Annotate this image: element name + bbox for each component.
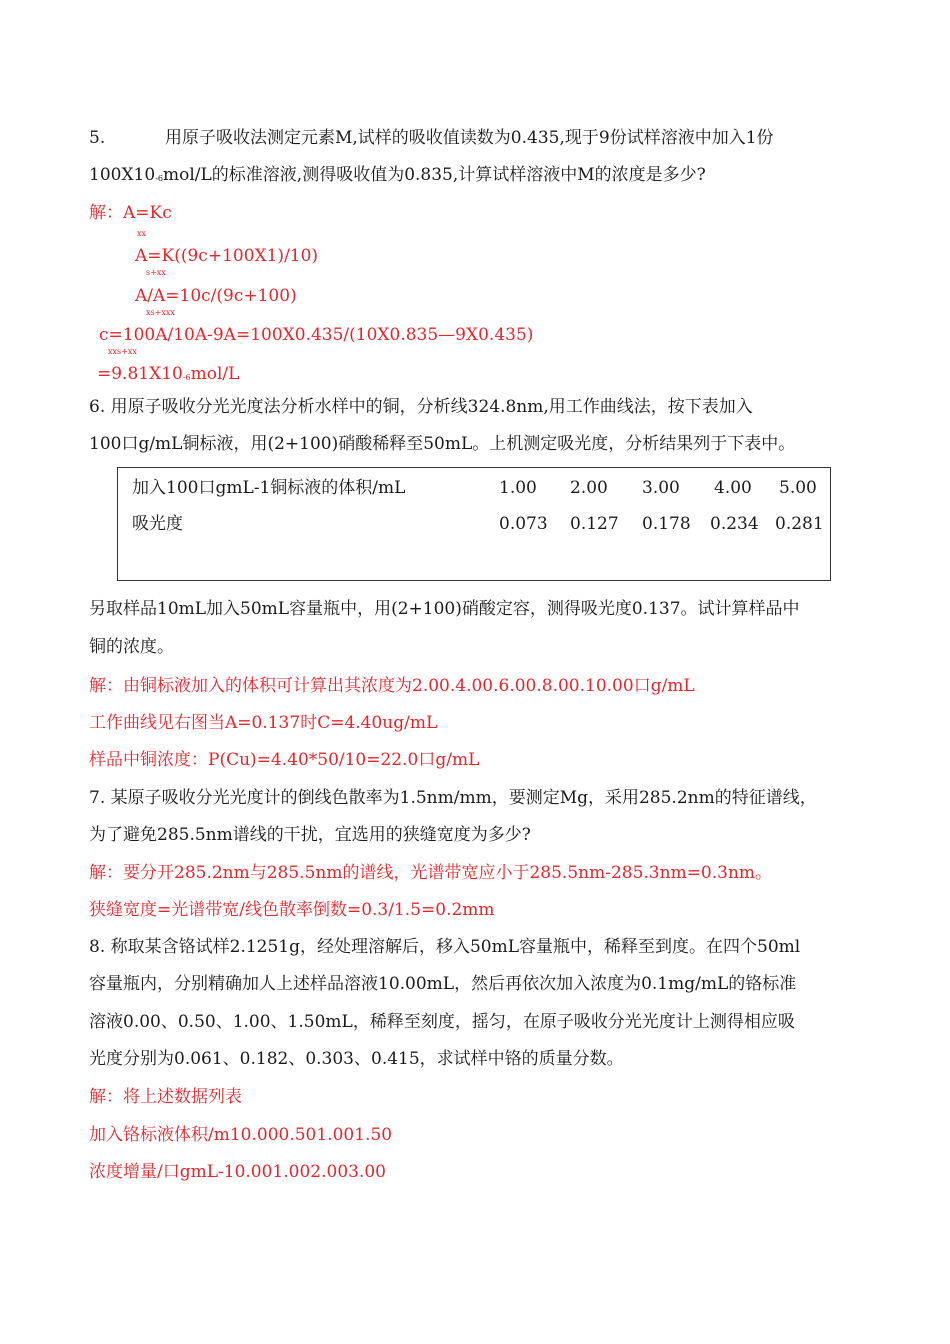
q5-text-line1: 用原子吸收法测定元素M,试样的吸收值读数为0.435,现于9份试样溶液中加入1份 [165,128,774,148]
table-row1-value: 5.00 [779,478,817,498]
q5-solution-line5: =9.81X10-6mol/L [97,364,240,384]
table-row1-value: 1.00 [499,478,537,498]
q6-text-line4: 铜的浓度。 [89,637,174,657]
q8-solution-line2: 加入铬标液体积/m10.000.501.001.50 [89,1125,393,1145]
q5-solution-subscript2: s+xx [146,268,166,277]
table-row2-label: 吸光度 [132,514,183,534]
q7-solution-line2: 狭缝宽度=光谱带宽/线色散率倒数=0.3/1.5=0.2mm [89,900,495,920]
q5-solution-line1: 解：A=Kc [89,203,172,223]
table-row2-value: 0.234 [710,514,759,534]
q7-text-line2: 为了避免285.5nm谱线的干扰，宜选用的狭缝宽度为多少? [89,825,531,845]
table-row1-value: 3.00 [642,478,680,498]
q7-text-line1: 7. 某原子吸收分光光度计的倒线色散率为1.5nm/mm，要测定Mg，采用285.2nm的特征谱线， [89,788,817,808]
q5-solution-line2: A=K((9c+100X1)/10) [135,246,319,266]
q6-solution-line3: 样品中铜浓度：P(Cu)=4.40*50/10=22.0口g/mL [89,750,480,770]
table-row1-label: 加入100口gmL-1铜标液的体积/mL [132,478,406,498]
q6-text-line2: 100口g/mL铜标液，用(2+100)硝酸稀释至50mL。上机测定吸光度，分析结果列于下表中。 [89,434,796,454]
q8-solution-line1: 解：将上述数据列表 [89,1087,242,1107]
q8-solution-line3: 浓度增量/口gmL-10.001.002.003.00 [89,1162,386,1182]
q8-text-line2: 容量瓶内，分别精确加人上述样品溶液10.00mL，然后再依次加入浓度为0.1mg/mL的铬标准 [89,974,797,994]
q6-text-line1: 6. 用原子吸收分光光度法分析水样中的铜，分析线324.8nm,用工作曲线法，按下表加入 [89,397,753,417]
q6-data-table [117,467,831,581]
q7-solution-line1: 解：要分开285.2nm与285.5nm的谱线，光谱带宽应小于285.5nm-285.3nm=0.3nm。 [89,863,773,883]
q8-text-line3: 溶液0.00、0.50、1.00、1.50mL，稀释至刻度，摇匀，在原子吸收分光光度计上测得相应吸 [89,1012,795,1032]
q5-solution-line3: A/A=10c/(9c+100) [135,286,297,306]
q5-solution-line4: c=100A/10A-9A=100X0.435/(10X0.835—9X0.435) [99,325,534,345]
q5-number: 5. [89,128,106,148]
q8-text-line4: 光度分别为0.061、0.182、0.303、0.415，求试样中铬的质量分数。 [89,1049,624,1069]
table-row2-value: 0.281 [775,514,824,534]
table-row1-value: 2.00 [570,478,608,498]
table-row2-value: 0.073 [499,514,548,534]
q6-solution-line2: 工作曲线见右图当A=0.137时C=4.40ug/mL [89,713,438,733]
q5-text-line2: 100X10-6mol/L的标准溶液,测得吸收值为0.835,计算试样溶液中M的浓度是多少? [89,165,706,185]
q5-solution-subscript3: xs+xxx [146,308,175,317]
q8-text-line1: 8. 称取某含铬试样2.1251g，经处理溶解后，移入50mL容量瓶中，稀释至到度。在四个50ml [89,937,801,957]
q5-solution-subscript1: xx [137,229,147,238]
table-row2-value: 0.127 [570,514,619,534]
q6-solution-line1: 解：由铜标液加入的体积可计算出其浓度为2.00.4.00.6.00.8.00.10.00口g/mL [89,676,695,696]
q5-solution-subscript4: xxs+xx [108,347,137,356]
q6-text-line3: 另取样品10mL加入50mL容量瓶中，用(2+100)硝酸定容，测得吸光度0.137。试计算样品中 [89,599,800,619]
table-row2-value: 0.178 [642,514,691,534]
table-row1-value: 4.00 [714,478,752,498]
